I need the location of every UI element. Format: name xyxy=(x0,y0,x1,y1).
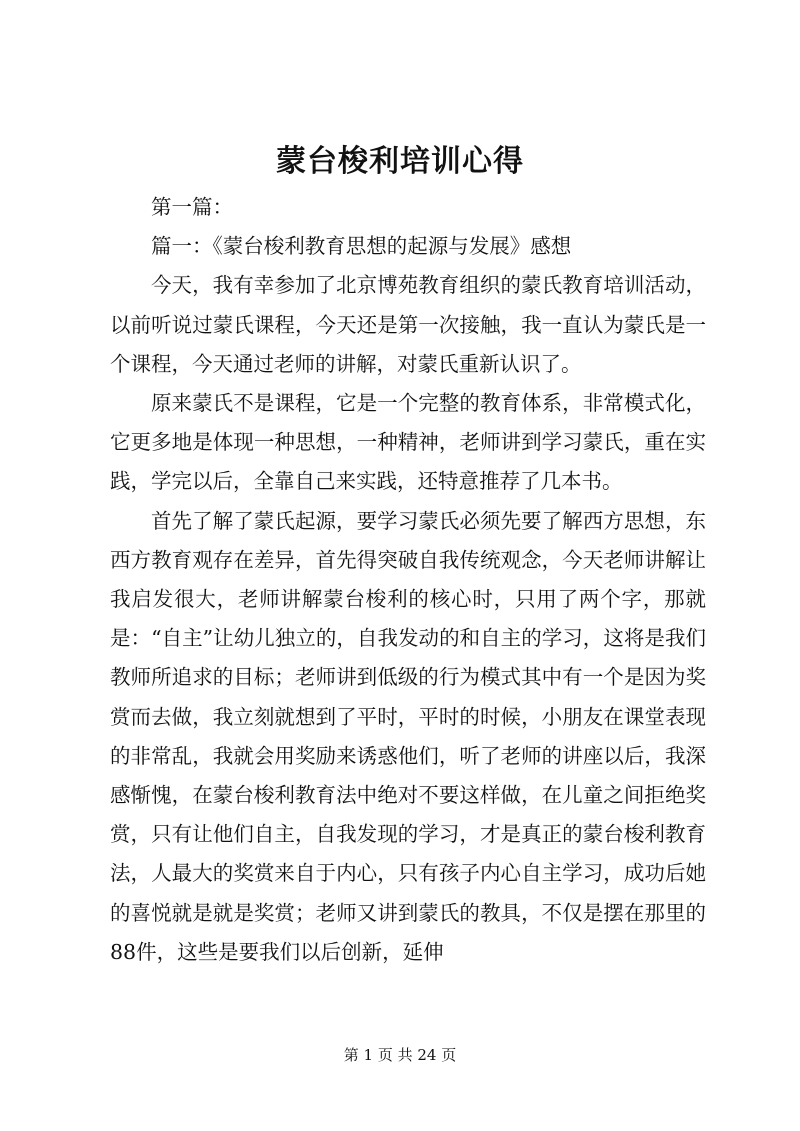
body-paragraph: 今天，我有幸参加了北京博苑教育组织的蒙氏教育培训活动，以前听说过蒙氏课程，今天还是第一次接触，我一直认为蒙氏是一个课程，今天通过老师的讲解，对蒙氏重新认识了。 xyxy=(110,273,706,376)
heading-part-one: 第一篇： xyxy=(151,195,233,219)
body-paragraph: 首先了解了蒙氏起源，要学习蒙氏必须先要了解西方思想，东西方教育观存在差异，首先得突破自我传统观念，今天老师讲解让我启发很大，老师讲解蒙台梭利的核心时，只用了两个字，那就是：“自主”让幼儿独立的，自我发动的和自主的学习，这将是我们教师所追求的目标；老师讲到低级的行为模式其中有一个是因为奖赏而去做，我立刻就想到了平时，平时的时候，小朋友在课堂表现的非常乱，我就会用奖励来诱惑他们，听了老师的讲座以后，我深感惭愧，在蒙台梭利教育法中绝对不要这样做，在儿童之间拒绝奖赏，只有让他们自主，自我发现的学习，才是真正的蒙台梭利教育法，人最大的奖赏来自于内心，只有孩子内心自主学习，成功后她的喜悦就是就是奖赏；老师又讲到蒙氏的教具，不仅是摆在那里的88件，这些是要我们以后创新，延伸 xyxy=(110,508,706,964)
document-body xyxy=(110,188,706,972)
page-number-footer: 第 1 页 共 24 页 xyxy=(343,1046,457,1064)
body-paragraph: 原来蒙氏不是课程，它是一个完整的教育体系，非常模式化，它更多地是体现一种思想，一种精神，老师讲到学习蒙氏，重在实践，学完以后，全靠自己来实践，还特意推荐了几本书。 xyxy=(110,391,706,494)
heading-article-one: 篇一：《蒙台梭利教育思想的起源与发展》感想 xyxy=(151,234,572,259)
document-title: 蒙台梭利培训心得 xyxy=(276,144,524,179)
